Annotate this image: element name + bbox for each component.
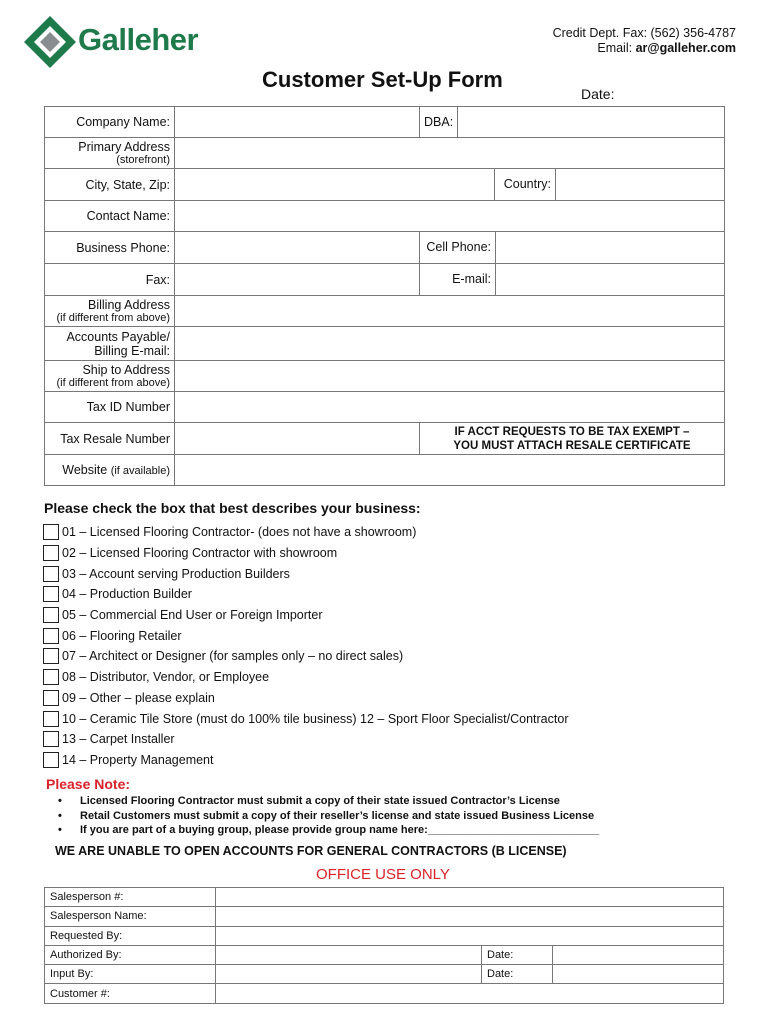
fax-email-row bbox=[175, 264, 725, 296]
fax-field[interactable] bbox=[175, 264, 419, 295]
ship-if-different: (if different from above) bbox=[56, 377, 170, 389]
contact-name-label: Contact Name: bbox=[45, 201, 175, 232]
please-note-heading: Please Note: bbox=[46, 776, 131, 792]
storefront-text: (storefront) bbox=[116, 154, 170, 166]
tax-exempt-notice bbox=[420, 423, 724, 454]
checkbox[interactable] bbox=[43, 524, 59, 540]
website-field[interactable] bbox=[175, 455, 725, 486]
primary-address-label bbox=[45, 138, 175, 169]
ship-to-field[interactable] bbox=[175, 361, 725, 392]
option-label: 04 – Production Builder bbox=[62, 587, 192, 602]
customer-no-label: Customer #: bbox=[45, 984, 216, 1003]
option-label: 07 – Architect or Designer (for samples only – no direct sales) bbox=[62, 649, 404, 664]
tax-notice-line2: YOU MUST ATTACH RESALE CERTIFICATE bbox=[453, 440, 691, 452]
requested-by-label: Requested By: bbox=[45, 926, 216, 945]
input-by-label: Input By: bbox=[45, 965, 216, 984]
city-state-zip-field[interactable] bbox=[175, 169, 494, 200]
business-type-option[interactable] bbox=[43, 543, 568, 564]
tax-id-label: Tax ID Number bbox=[45, 392, 175, 423]
billing-if-different: (if different from above) bbox=[56, 312, 170, 324]
dba-label: DBA: bbox=[420, 107, 458, 138]
billing-address-text: Billing Address bbox=[88, 298, 170, 312]
ship-to-text: Ship to Address bbox=[82, 363, 170, 377]
billing-address-label bbox=[45, 296, 175, 327]
email-prefix: Email: bbox=[597, 41, 636, 55]
checkbox[interactable] bbox=[43, 586, 59, 602]
notes-list bbox=[58, 794, 599, 838]
note-text: If you are part of a buying group, please provide group name here:____________________________ bbox=[80, 824, 600, 836]
phone-row bbox=[175, 232, 725, 264]
business-type-option[interactable] bbox=[43, 522, 568, 543]
country-label: Country: bbox=[494, 169, 556, 200]
cell-phone-field[interactable] bbox=[496, 232, 724, 263]
email-field[interactable] bbox=[496, 264, 724, 295]
page-title: Customer Set-Up Form bbox=[262, 67, 503, 92]
tax-notice-line1: IF ACCT REQUESTS TO BE TAX EXEMPT – bbox=[454, 426, 690, 438]
salesperson-no-field[interactable] bbox=[216, 888, 724, 907]
checkbox[interactable] bbox=[43, 566, 59, 582]
business-type-option[interactable] bbox=[43, 563, 568, 584]
city-state-zip-label: City, State, Zip: bbox=[45, 169, 175, 201]
bullet-icon: • bbox=[58, 795, 62, 807]
tax-id-field[interactable] bbox=[175, 392, 725, 423]
brand-name: Galleher bbox=[78, 22, 199, 57]
authorized-date-label: Date: bbox=[482, 945, 553, 964]
email-address[interactable]: ar@galleher.com bbox=[635, 41, 736, 55]
office-use-heading: OFFICE USE ONLY bbox=[316, 866, 450, 883]
business-type-option[interactable] bbox=[43, 688, 568, 709]
bullet-icon: • bbox=[58, 809, 62, 822]
checkbox[interactable] bbox=[43, 545, 59, 561]
office-use-table bbox=[44, 887, 724, 1004]
checkbox[interactable] bbox=[43, 690, 59, 706]
country-field[interactable] bbox=[556, 169, 724, 200]
general-contractor-notice: WE ARE UNABLE TO OPEN ACCOUNTS FOR GENERAL CONTRACTORS (B LICENSE) bbox=[55, 844, 567, 858]
ship-to-label bbox=[45, 361, 175, 392]
tax-resale-label: Tax Resale Number bbox=[45, 423, 175, 455]
authorized-date-field[interactable] bbox=[553, 945, 724, 964]
date-label: Date: bbox=[581, 86, 615, 102]
business-type-option[interactable] bbox=[43, 667, 568, 688]
billing-address-field[interactable] bbox=[175, 296, 725, 327]
option-label: 01 – Licensed Flooring Contractor- (does not have a showroom) bbox=[62, 525, 417, 540]
diamond-logo-icon bbox=[22, 14, 78, 70]
note-item bbox=[58, 823, 599, 838]
authorized-by-label: Authorized By: bbox=[45, 945, 216, 964]
note-text: Retail Customers must submit a copy of their reseller’s license and state issued Business License bbox=[80, 809, 595, 822]
company-name-field[interactable] bbox=[175, 107, 420, 138]
fax-line: Credit Dept. Fax: (562) 356-4787 bbox=[552, 26, 736, 40]
checkbox[interactable] bbox=[43, 752, 59, 768]
salesperson-name-field[interactable] bbox=[216, 907, 724, 926]
business-type-option[interactable] bbox=[43, 708, 568, 729]
tax-resale-field[interactable] bbox=[175, 423, 420, 454]
note-item bbox=[58, 809, 599, 824]
business-type-options bbox=[43, 522, 568, 770]
option-label: 09 – Other – please explain bbox=[62, 690, 215, 705]
checkbox[interactable] bbox=[43, 628, 59, 644]
requested-by-field[interactable] bbox=[216, 926, 724, 945]
checkbox[interactable] bbox=[43, 607, 59, 623]
salesperson-no-label: Salesperson #: bbox=[45, 888, 216, 907]
customer-info-table bbox=[44, 106, 725, 486]
option-label: 06 – Flooring Retailer bbox=[62, 628, 182, 643]
note-text: Licensed Flooring Contractor must submit a copy of their state issued Contractor’s License bbox=[80, 795, 560, 807]
tax-resale-row bbox=[175, 423, 725, 455]
option-label: 08 – Distributor, Vendor, or Employee bbox=[62, 670, 270, 685]
business-type-option[interactable] bbox=[43, 625, 568, 646]
customer-no-field[interactable] bbox=[216, 984, 724, 1003]
bullet-icon: • bbox=[58, 824, 62, 836]
cell-phone-label: Cell Phone: bbox=[419, 232, 496, 263]
option-label: 05 – Commercial End User or Foreign Importer bbox=[62, 608, 323, 623]
business-type-option[interactable] bbox=[43, 646, 568, 667]
company-name-label: Company Name: bbox=[45, 107, 175, 138]
checkbox[interactable] bbox=[43, 648, 59, 664]
contact-info bbox=[553, 26, 736, 56]
note-item bbox=[58, 794, 599, 809]
accounts-payable-field[interactable] bbox=[175, 327, 725, 361]
accounts-payable-label bbox=[45, 327, 175, 361]
primary-address-field[interactable] bbox=[175, 138, 725, 169]
contact-name-field[interactable] bbox=[175, 201, 725, 232]
fax-label: Fax: bbox=[45, 264, 175, 296]
primary-address-text: Primary Address bbox=[78, 140, 170, 154]
website-text: Website bbox=[62, 463, 108, 477]
business-type-heading: Please check the box that best describes your business: bbox=[44, 500, 421, 516]
option-label: 10 – Ceramic Tile Store (must do 100% tile business) 12 – Sport Floor Specialist/Contractor bbox=[62, 711, 569, 726]
option-label: 14 – Property Management bbox=[62, 752, 214, 767]
email-line bbox=[553, 41, 736, 56]
option-label: 13 – Carpet Installer bbox=[62, 732, 175, 747]
email-label: E-mail: bbox=[419, 264, 496, 295]
checkbox[interactable] bbox=[43, 669, 59, 685]
dba-field[interactable] bbox=[458, 107, 725, 138]
checkbox[interactable] bbox=[43, 711, 59, 727]
checkbox[interactable] bbox=[43, 731, 59, 747]
input-by-field[interactable] bbox=[216, 965, 482, 984]
business-phone-label: Business Phone: bbox=[45, 232, 175, 264]
input-date-field[interactable] bbox=[553, 965, 724, 984]
input-date-label: Date: bbox=[482, 965, 553, 984]
city-country-row bbox=[175, 169, 725, 201]
option-label: 02 – Licensed Flooring Contractor with showroom bbox=[62, 546, 338, 561]
business-phone-field[interactable] bbox=[175, 232, 419, 263]
billing-email-text: Billing E-mail: bbox=[94, 343, 170, 358]
salesperson-name-label: Salesperson Name: bbox=[45, 907, 216, 926]
authorized-by-field[interactable] bbox=[216, 945, 482, 964]
website-if-available: (if available) bbox=[110, 465, 170, 477]
business-type-option[interactable] bbox=[43, 605, 568, 626]
business-type-option[interactable] bbox=[43, 729, 568, 750]
business-type-option[interactable] bbox=[43, 750, 568, 771]
option-label: 03 – Account serving Production Builders bbox=[62, 566, 290, 581]
business-type-option[interactable] bbox=[43, 584, 568, 605]
website-label bbox=[45, 455, 175, 486]
accounts-payable-text: Accounts Payable/ bbox=[66, 329, 170, 344]
